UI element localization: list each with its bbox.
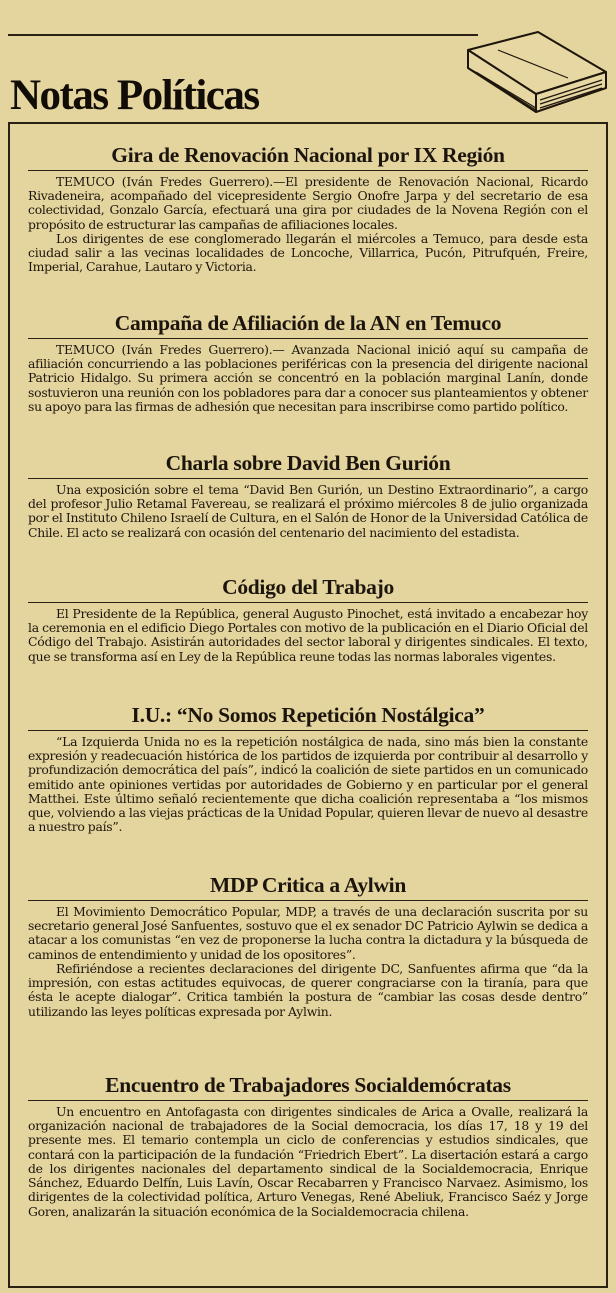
article-paragraph: Refiriéndose a recientes declaraciones del dirigente DC, Sanfuentes afirma que “da la impresión, con estas actitudes equivocas, de querer congraciarse con la tiranía, para que ésta le acepte dialogar”. Critica también la postura de “cambiar las cosas desde dentro” utilizando las leyes políticas expresada por Aylwin. — [28, 960, 588, 1019]
article-campana-an — [28, 312, 588, 414]
section-title: Notas Políticas — [10, 72, 259, 119]
article-paragraph: Un encuentro en Antofagasta con dirigentes sindicales de Arica a Ovalle, realizará la organización nacional de trabajadores de la Social democracia, los días 17, 18 y 19 del presente mes. El temario contempla un ciclo de conferencias y estudios sindicales, que contará con la participación de la fundación “Friedrich Ebert”. La disertación estará a cargo de los dirigentes nacionales del departamento sindical de la Socialdemocracia, Enrique Sánchez, Eduardo Delfín, Luis Lavín, Oscar Recabarren y Francisco Narvaez. Asimismo, los dirigentes de la colectividad política, Arturo Venegas, René Abeliuk, Francisco Saéz y Jorge Goren, analizarán la situación económica de la Socialdemocracia chilena. — [28, 1103, 588, 1219]
headline: MDP Critica a Aylwin — [28, 874, 588, 901]
article-paragraph: Los dirigentes de ese conglomerado llegarán el miércoles a Temuco, para desde esta ciudad salir a las vecinas localidades de Loncoche, Villarrica, Pucón, Pitrufquén, Freire, Imperial, Carahue, Lautaro y Victoria. — [28, 230, 588, 275]
article-paragraph: Una exposición sobre el tema “David Ben Gurión, un Destino Extraordinario”, a cargo del profesor Julio Retamal Favereau, se realizará el próximo miércoles 8 de julio organizada por el Instituto Chileno Israelí de Cultura, en el Salón de Honor de la Universidad Católica de Chile. El acto se realizará con ocasión del centenario del nacimiento del estadista. — [28, 481, 588, 540]
headline: Charla sobre David Ben Gurión — [28, 452, 588, 479]
article-mdp-aylwin — [28, 874, 588, 1019]
article-paragraph: TEMUCO (Iván Fredes Guerrero).— Avanzada Nacional inició aquí su campaña de afiliación concurriendo a las poblaciones periféricas con la presencia del dirigente nacional Patricio Hidalgo. Su primera acción se concentró en la población marginal Lanín, donde sostuvieron una reunión con los pobladores para dar a conocer sus planteamientos y obtener su apoyo para las firmas de adhesión que necesitan para inscribirse como partido político. — [28, 341, 588, 414]
headline: I.U.: “No Somos Repetición Nostálgica” — [28, 704, 588, 731]
article-charla-ben-gurion — [28, 452, 588, 540]
article-encuentro-socialdemocratas — [28, 1074, 588, 1219]
article-paragraph: El Presidente de la República, general Augusto Pinochet, está invitado a encabezar hoy la ceremonia en el edificio Diego Portales con motivo de la publicación en el Diario Oficial del Código del Trabajo. Asistirán autoridades del sector laboral y dirigentes sindicales. El texto, que se transforma así en Ley de la República reune todas las normas laborales vigentes. — [28, 605, 588, 664]
headline: Código del Trabajo — [28, 576, 588, 603]
headline: Gira de Renovación Nacional por IX Región — [28, 144, 588, 171]
article-paragraph: “La Izquierda Unida no es la repetición nostálgica de nada, sino más bien la constante expresión y readecuación histórica de los partidos de izquierda por contribuir al desarrollo y profundización democrática del país”, indicó la coalición de siete partidos en un comunicado emitido ante opiniones vertidas por autoridades de Gobierno y en particular por el general Matthei. Este último señaló recientemente que dicha coalición representaba a “los mismos que, volviendo a las viejas prácticas de la Unidad Popular, quieren llevar de nuevo al desastre a nuestro país”. — [28, 733, 588, 835]
headline: Encuentro de Trabajadores Socialdemócratas — [28, 1074, 588, 1101]
article-paragraph: El Movimiento Democrático Popular, MDP, a través de una declaración suscrita por su secretario general José Sanfuentes, sostuvo que el ex senador DC Patricio Aylwin se dedica a atacar a los comunistas “en vez de proponerse la lucha contra la dictadura y la búsqueda de caminos de entendimiento y unidad de los opositores”. — [28, 903, 588, 962]
article-iu-nostalgica — [28, 704, 588, 835]
article-gira-rn — [28, 144, 588, 275]
article-paragraph: TEMUCO (Iván Fredes Guerrero).—El presidente de Renovación Nacional, Ricardo Rivadeneira, acompañado del vicepresidente Sergio Onofre Jarpa y del secretario de esa colectividad, Gonzalo García, efectuará una gira por ciudades de la Novena Región con el propósito de estructurar las campañas de afiliaciones locales. — [28, 173, 588, 232]
book-icon — [460, 28, 610, 120]
headline: Campaña de Afiliación de la AN en Temuco — [28, 312, 588, 339]
article-codigo-trabajo — [28, 576, 588, 664]
